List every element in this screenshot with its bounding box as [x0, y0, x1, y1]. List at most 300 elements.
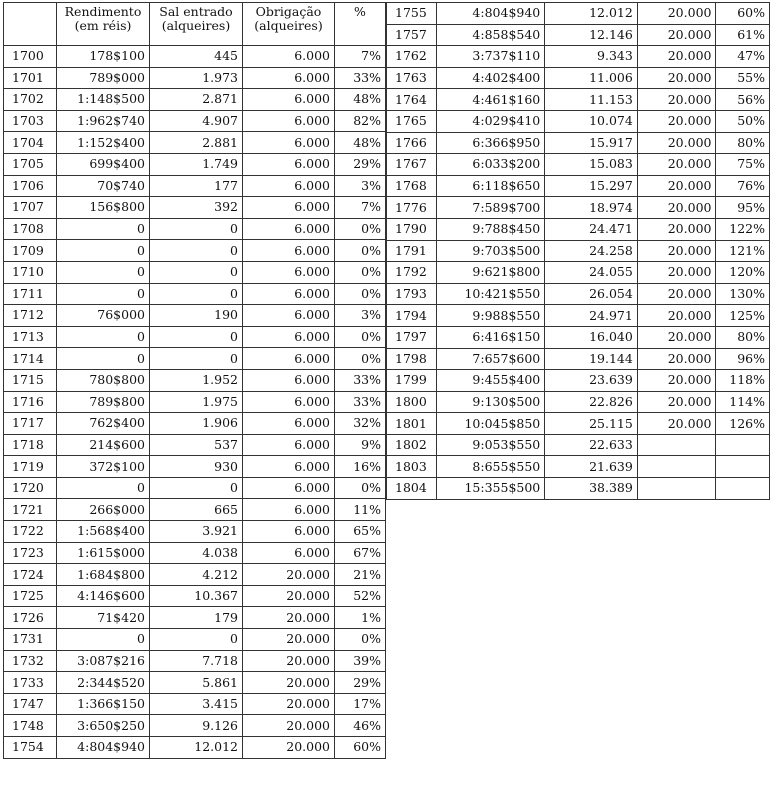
cell-percent: 56%: [716, 89, 770, 111]
cell-sal-entrado: 2.871: [150, 89, 243, 111]
header-sal-entrado: Sal entrado (alqueires): [150, 3, 243, 46]
table-row: [387, 370, 770, 392]
table-row: [387, 132, 770, 154]
cell-obrigacao: 6.000: [243, 218, 335, 240]
table-row: [4, 521, 386, 543]
cell-rendimento: 1:684$800: [57, 564, 150, 586]
cell-sal-entrado: 0: [150, 261, 243, 283]
cell-rendimento: 178$100: [57, 46, 150, 68]
cell-sal-entrado: 23.639: [545, 370, 638, 392]
cell-rendimento: 4:804$940: [437, 3, 545, 25]
cell-obrigacao: 6.000: [243, 542, 335, 564]
cell-sal-entrado: 930: [150, 456, 243, 478]
cell-sal-entrado: 0: [150, 283, 243, 305]
cell-sal-entrado: 0: [150, 218, 243, 240]
cell-year: 1720: [4, 477, 57, 499]
cell-rendimento: 4:804$940: [57, 737, 150, 759]
table-row: [387, 67, 770, 89]
table-row: [387, 24, 770, 46]
cell-sal-entrado: 1.973: [150, 67, 243, 89]
cell-rendimento: 0: [57, 477, 150, 499]
cell-sal-entrado: 19.144: [545, 348, 638, 370]
cell-percent: 48%: [335, 89, 386, 111]
cell-sal-entrado: 179: [150, 607, 243, 629]
cell-obrigacao: 20.000: [243, 607, 335, 629]
cell-percent: 0%: [335, 326, 386, 348]
cell-rendimento: 3:087$216: [57, 650, 150, 672]
cell-rendimento: 6:118$650: [437, 175, 545, 197]
cell-rendimento: 10:045$850: [437, 413, 545, 435]
cell-obrigacao: 20.000: [243, 693, 335, 715]
header-obrigacao: Obrigação (alqueires): [243, 3, 335, 46]
cell-obrigacao: 20.000: [243, 564, 335, 586]
cell-obrigacao: 6.000: [243, 369, 335, 391]
cell-year: 1709: [4, 240, 57, 262]
cell-year: 1792: [387, 262, 437, 284]
cell-rendimento: 9:788$450: [437, 218, 545, 240]
cell-percent: 60%: [335, 737, 386, 759]
cell-rendimento: 9:621$800: [437, 262, 545, 284]
cell-sal-entrado: 18.974: [545, 197, 638, 219]
cell-percent: 7%: [335, 197, 386, 219]
cell-obrigacao: 20.000: [637, 46, 716, 68]
cell-obrigacao: 6.000: [243, 477, 335, 499]
cell-obrigacao: 6.000: [243, 326, 335, 348]
cell-rendimento: 70$740: [57, 175, 150, 197]
cell-year: 1702: [4, 89, 57, 111]
table-row: [4, 305, 386, 327]
cell-year: 1733: [4, 672, 57, 694]
table-row: [387, 110, 770, 132]
cell-sal-entrado: 25.115: [545, 413, 638, 435]
cell-sal-entrado: 1.952: [150, 369, 243, 391]
cell-percent: 75%: [716, 154, 770, 176]
cell-obrigacao: 20.000: [637, 154, 716, 176]
cell-rendimento: 789$800: [57, 391, 150, 413]
cell-year: 1762: [387, 46, 437, 68]
cell-sal-entrado: 177: [150, 175, 243, 197]
cell-year: 1712: [4, 305, 57, 327]
cell-obrigacao: 6.000: [243, 521, 335, 543]
cell-sal-entrado: 10.367: [150, 585, 243, 607]
table-row: [4, 715, 386, 737]
cell-obrigacao: 20.000: [637, 89, 716, 111]
cell-rendimento: 0: [57, 240, 150, 262]
cell-year: 1799: [387, 370, 437, 392]
cell-rendimento: 7:657$600: [437, 348, 545, 370]
cell-obrigacao: 20.000: [243, 737, 335, 759]
cell-percent: 125%: [716, 305, 770, 327]
table-row: [4, 89, 386, 111]
cell-rendimento: 1:962$740: [57, 110, 150, 132]
table-row: [387, 478, 770, 500]
cell-rendimento: 0: [57, 348, 150, 370]
cell-percent: 0%: [335, 261, 386, 283]
cell-rendimento: 1:568$400: [57, 521, 150, 543]
cell-year: 1704: [4, 132, 57, 154]
cell-obrigacao: 20.000: [637, 197, 716, 219]
cell-sal-entrado: 4.212: [150, 564, 243, 586]
cell-rendimento: 9:053$550: [437, 434, 545, 456]
cell-rendimento: 372$100: [57, 456, 150, 478]
cell-year: 1706: [4, 175, 57, 197]
cell-year: 1768: [387, 175, 437, 197]
cell-rendimento: 4:029$410: [437, 110, 545, 132]
cell-sal-entrado: 4.907: [150, 110, 243, 132]
table-row: [4, 672, 386, 694]
cell-obrigacao: 20.000: [637, 24, 716, 46]
cell-percent: 95%: [716, 197, 770, 219]
cell-year: 1755: [387, 3, 437, 25]
cell-percent: 0%: [335, 629, 386, 651]
cell-percent: 29%: [335, 672, 386, 694]
cell-year: 1731: [4, 629, 57, 651]
cell-obrigacao: 20.000: [243, 650, 335, 672]
cell-percent: 50%: [716, 110, 770, 132]
cell-percent: 55%: [716, 67, 770, 89]
table-row: [387, 89, 770, 111]
cell-sal-entrado: 1.749: [150, 153, 243, 175]
cell-year: 1710: [4, 261, 57, 283]
cell-percent: 48%: [335, 132, 386, 154]
table-row: [4, 737, 386, 759]
cell-obrigacao: 6.000: [243, 67, 335, 89]
cell-sal-entrado: 12.012: [150, 737, 243, 759]
cell-sal-entrado: 12.146: [545, 24, 638, 46]
cell-percent: 114%: [716, 391, 770, 413]
cell-percent: 0%: [335, 348, 386, 370]
table-row: [4, 283, 386, 305]
cell-sal-entrado: 9.343: [545, 46, 638, 68]
cell-obrigacao: 20.000: [243, 672, 335, 694]
cell-sal-entrado: 537: [150, 434, 243, 456]
cell-obrigacao: 20.000: [637, 391, 716, 413]
cell-rendimento: 10:421$550: [437, 283, 545, 305]
cell-percent: 33%: [335, 67, 386, 89]
cell-percent: 67%: [335, 542, 386, 564]
cell-percent: 46%: [335, 715, 386, 737]
right-table-body: [387, 3, 770, 500]
cell-percent: 82%: [335, 110, 386, 132]
cell-percent: 33%: [335, 391, 386, 413]
left-table-body: [4, 46, 386, 759]
cell-sal-entrado: 4.038: [150, 542, 243, 564]
cell-obrigacao: 6.000: [243, 175, 335, 197]
cell-rendimento: 156$800: [57, 197, 150, 219]
cell-obrigacao: 6.000: [243, 499, 335, 521]
table-row: [4, 67, 386, 89]
cell-percent: 47%: [716, 46, 770, 68]
header-rendimento: Rendimento (em réis): [57, 3, 150, 46]
table-row: [4, 369, 386, 391]
header-percent: %: [335, 3, 386, 46]
cell-obrigacao: 20.000: [637, 262, 716, 284]
cell-percent: 16%: [335, 456, 386, 478]
cell-year: 1798: [387, 348, 437, 370]
cell-rendimento: 1:615$000: [57, 542, 150, 564]
table-row: [4, 240, 386, 262]
cell-sal-entrado: 11.006: [545, 67, 638, 89]
cell-year: 1726: [4, 607, 57, 629]
table-row: [387, 46, 770, 68]
cell-year: 1705: [4, 153, 57, 175]
cell-percent: 120%: [716, 262, 770, 284]
cell-rendimento: 3:737$110: [437, 46, 545, 68]
cell-percent: [716, 434, 770, 456]
cell-sal-entrado: 7.718: [150, 650, 243, 672]
cell-obrigacao: 20.000: [637, 283, 716, 305]
cell-percent: 3%: [335, 175, 386, 197]
cell-rendimento: 1:148$500: [57, 89, 150, 111]
cell-rendimento: 762$400: [57, 413, 150, 435]
cell-rendimento: 4:402$400: [437, 67, 545, 89]
cell-rendimento: 76$000: [57, 305, 150, 327]
cell-year: 1724: [4, 564, 57, 586]
cell-obrigacao: 20.000: [243, 715, 335, 737]
cell-year: 1719: [4, 456, 57, 478]
cell-sal-entrado: 0: [150, 477, 243, 499]
cell-obrigacao: 6.000: [243, 348, 335, 370]
cell-obrigacao: 6.000: [243, 434, 335, 456]
cell-rendimento: 789$000: [57, 67, 150, 89]
cell-rendimento: 699$400: [57, 153, 150, 175]
table-row: [387, 262, 770, 284]
cell-rendimento: 71$420: [57, 607, 150, 629]
cell-percent: 1%: [335, 607, 386, 629]
cell-obrigacao: [637, 456, 716, 478]
table-row: [4, 607, 386, 629]
table-row: [387, 434, 770, 456]
cell-percent: 0%: [335, 240, 386, 262]
table-row: [387, 197, 770, 219]
cell-obrigacao: 20.000: [243, 629, 335, 651]
cell-year: 1790: [387, 218, 437, 240]
cell-percent: 9%: [335, 434, 386, 456]
cell-percent: 17%: [335, 693, 386, 715]
table-row: [4, 218, 386, 240]
cell-year: 1703: [4, 110, 57, 132]
cell-sal-entrado: 665: [150, 499, 243, 521]
table-row: [387, 326, 770, 348]
cell-sal-entrado: 26.054: [545, 283, 638, 305]
cell-sal-entrado: 12.012: [545, 3, 638, 25]
cell-sal-entrado: 392: [150, 197, 243, 219]
cell-rendimento: 3:650$250: [57, 715, 150, 737]
cell-year: 1723: [4, 542, 57, 564]
cell-sal-entrado: 24.258: [545, 240, 638, 262]
cell-sal-entrado: 0: [150, 240, 243, 262]
cell-sal-entrado: 21.639: [545, 456, 638, 478]
cell-sal-entrado: 445: [150, 46, 243, 68]
cell-sal-entrado: 22.826: [545, 391, 638, 413]
table-row: [4, 391, 386, 413]
cell-rendimento: 6:416$150: [437, 326, 545, 348]
cell-percent: 60%: [716, 3, 770, 25]
cell-sal-entrado: 0: [150, 629, 243, 651]
cell-year: 1747: [4, 693, 57, 715]
cell-rendimento: 8:655$550: [437, 456, 545, 478]
cell-percent: 65%: [335, 521, 386, 543]
cell-rendimento: 2:344$520: [57, 672, 150, 694]
salt-table-right: [386, 2, 770, 500]
table-row: [387, 3, 770, 25]
cell-obrigacao: 20.000: [637, 110, 716, 132]
cell-obrigacao: 6.000: [243, 240, 335, 262]
cell-sal-entrado: 3.415: [150, 693, 243, 715]
cell-percent: [716, 456, 770, 478]
cell-year: 1797: [387, 326, 437, 348]
cell-sal-entrado: 15.917: [545, 132, 638, 154]
cell-rendimento: 15:355$500: [437, 478, 545, 500]
table-row: [4, 542, 386, 564]
table-row: [4, 693, 386, 715]
table-row: [4, 261, 386, 283]
cell-rendimento: 9:988$550: [437, 305, 545, 327]
cell-sal-entrado: 0: [150, 348, 243, 370]
cell-percent: 61%: [716, 24, 770, 46]
cell-year: 1800: [387, 391, 437, 413]
cell-obrigacao: 6.000: [243, 283, 335, 305]
cell-obrigacao: 6.000: [243, 305, 335, 327]
cell-year: 1725: [4, 585, 57, 607]
cell-rendimento: 9:130$500: [437, 391, 545, 413]
cell-percent: 11%: [335, 499, 386, 521]
table-row: [4, 434, 386, 456]
cell-percent: 32%: [335, 413, 386, 435]
cell-percent: 121%: [716, 240, 770, 262]
table-row: [387, 305, 770, 327]
cell-percent: 0%: [335, 477, 386, 499]
cell-sal-entrado: 9.126: [150, 715, 243, 737]
cell-year: 1767: [387, 154, 437, 176]
cell-obrigacao: 20.000: [637, 240, 716, 262]
cell-percent: 0%: [335, 283, 386, 305]
cell-year: 1802: [387, 434, 437, 456]
cell-year: 1763: [387, 67, 437, 89]
table-row: [387, 283, 770, 305]
cell-percent: 52%: [335, 585, 386, 607]
cell-year: 1803: [387, 456, 437, 478]
table-row: [387, 154, 770, 176]
cell-obrigacao: 20.000: [637, 413, 716, 435]
table-row: [4, 413, 386, 435]
cell-rendimento: 266$000: [57, 499, 150, 521]
cell-obrigacao: 20.000: [637, 175, 716, 197]
cell-sal-entrado: 10.074: [545, 110, 638, 132]
table-row: [4, 46, 386, 68]
cell-year: 1716: [4, 391, 57, 413]
cell-obrigacao: 20.000: [637, 370, 716, 392]
cell-rendimento: 9:455$400: [437, 370, 545, 392]
cell-obrigacao: [637, 478, 716, 500]
cell-sal-entrado: 1.975: [150, 391, 243, 413]
cell-year: 1732: [4, 650, 57, 672]
table-row: [4, 499, 386, 521]
cell-sal-entrado: 16.040: [545, 326, 638, 348]
cell-obrigacao: 20.000: [637, 348, 716, 370]
cell-sal-entrado: 24.055: [545, 262, 638, 284]
header-year: [4, 3, 57, 46]
cell-rendimento: 4:858$540: [437, 24, 545, 46]
cell-rendimento: 1:366$150: [57, 693, 150, 715]
cell-year: 1801: [387, 413, 437, 435]
table-row: [4, 456, 386, 478]
cell-year: 1791: [387, 240, 437, 262]
cell-year: 1764: [387, 89, 437, 111]
cell-rendimento: 0: [57, 283, 150, 305]
cell-percent: [716, 478, 770, 500]
cell-percent: 29%: [335, 153, 386, 175]
cell-percent: 118%: [716, 370, 770, 392]
cell-year: 1708: [4, 218, 57, 240]
table-row: [387, 391, 770, 413]
cell-year: 1718: [4, 434, 57, 456]
cell-year: 1793: [387, 283, 437, 305]
table-row: [387, 218, 770, 240]
cell-year: 1794: [387, 305, 437, 327]
cell-rendimento: 214$600: [57, 434, 150, 456]
cell-sal-entrado: 22.633: [545, 434, 638, 456]
cell-rendimento: 0: [57, 261, 150, 283]
cell-percent: 21%: [335, 564, 386, 586]
cell-rendimento: 0: [57, 629, 150, 651]
cell-rendimento: 4:146$600: [57, 585, 150, 607]
table-row: [4, 564, 386, 586]
cell-percent: 3%: [335, 305, 386, 327]
table-row: [387, 240, 770, 262]
cell-year: 1748: [4, 715, 57, 737]
cell-obrigacao: 20.000: [637, 132, 716, 154]
cell-year: 1717: [4, 413, 57, 435]
cell-year: 1721: [4, 499, 57, 521]
cell-obrigacao: 20.000: [637, 67, 716, 89]
cell-rendimento: 6:366$950: [437, 132, 545, 154]
cell-percent: 0%: [335, 218, 386, 240]
cell-obrigacao: 20.000: [637, 326, 716, 348]
cell-obrigacao: 20.000: [637, 305, 716, 327]
table-row: [4, 585, 386, 607]
cell-percent: 130%: [716, 283, 770, 305]
header-row: [4, 3, 386, 46]
cell-year: 1711: [4, 283, 57, 305]
cell-percent: 76%: [716, 175, 770, 197]
cell-percent: 7%: [335, 46, 386, 68]
cell-sal-entrado: 24.971: [545, 305, 638, 327]
cell-year: 1754: [4, 737, 57, 759]
cell-sal-entrado: 15.297: [545, 175, 638, 197]
cell-obrigacao: 6.000: [243, 197, 335, 219]
cell-year: 1757: [387, 24, 437, 46]
cell-rendimento: 4:461$160: [437, 89, 545, 111]
cell-sal-entrado: 1.906: [150, 413, 243, 435]
cell-obrigacao: 20.000: [637, 218, 716, 240]
cell-sal-entrado: 5.861: [150, 672, 243, 694]
cell-sal-entrado: 38.389: [545, 478, 638, 500]
cell-year: 1714: [4, 348, 57, 370]
cell-year: 1766: [387, 132, 437, 154]
cell-obrigacao: 6.000: [243, 89, 335, 111]
cell-year: 1700: [4, 46, 57, 68]
table-row: [387, 456, 770, 478]
cell-year: 1722: [4, 521, 57, 543]
table-row: [4, 153, 386, 175]
cell-sal-entrado: 24.471: [545, 218, 638, 240]
cell-sal-entrado: 0: [150, 326, 243, 348]
cell-year: 1765: [387, 110, 437, 132]
cell-percent: 33%: [335, 369, 386, 391]
cell-rendimento: 6:033$200: [437, 154, 545, 176]
cell-obrigacao: 6.000: [243, 391, 335, 413]
